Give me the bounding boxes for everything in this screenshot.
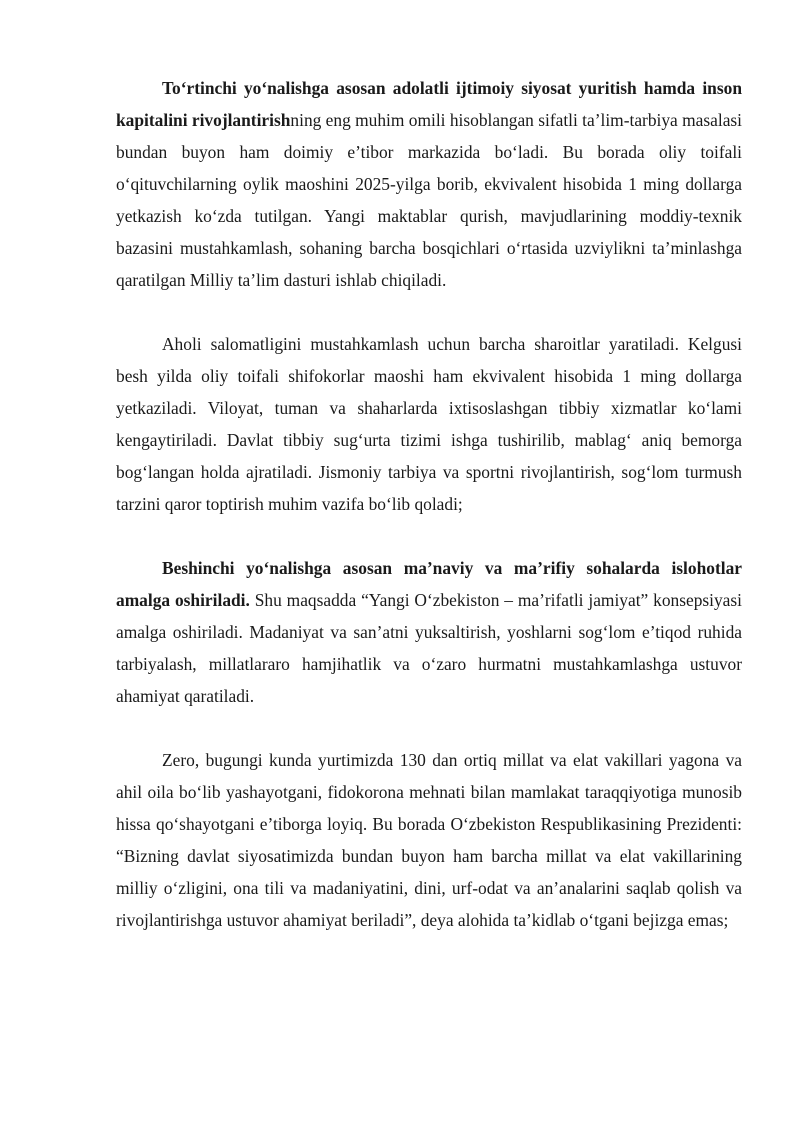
- paragraph-spiritual: [116, 552, 742, 712]
- paragraph-body: Zero, bugungi kunda yurtimizda 130 dan ortiq millat va elat vakillari yagona va ahil oila bo‘lib yashayotgani, fidokorona mehnati bilan mamlakat taraqqiyotiga munosib hissa qo‘shayotgani e’tiborga loyiq. Bu borada O‘zbekiston Respublikasining Prezidenti: “Bizning davlat siyosatimizda bundan buyon ham barcha millat va elat vakillarining milliy o‘zligini, ona tili va madaniyatini, dini, urf-odat va an’analarini saqlab qolish va rivojlantirishga ustuvor ahamiyat beriladi”, deya alohida ta’kidlab o‘tgani bejizga emas;: [116, 750, 742, 930]
- paragraph-nationalities: [116, 744, 742, 936]
- paragraph-body: Aholi salomatligini mustahkamlash uchun barcha sharoitlar yaratiladi. Kelgusi besh yilda oliy toifali shifokorlar maoshi ham ekvivalent hisobida 1 ming dollarga yetkaziladi. Viloyat, tuman va shaharlarda ixtisoslashgan tibbiy xizmatlar ko‘lami kengaytiriladi. Davlat tibbiy sug‘urta tizimi ishga tushirilib, mablag‘ aniq bemorga bog‘langan holda ajratiladi. Jismoniy tarbiya va sportni rivojlantirish, sog‘lom turmush tarzini qaror toptirish muhim vazifa bo‘lib qoladi;: [116, 334, 742, 514]
- paragraph-body: Shu maqsadda “Yangi O‘zbekiston – ma’rifatli jamiyat” konsepsiyasi amalga oshiriladi. Madaniyat va san’atni yuksaltirish, yoshlarni sog‘lom e’tiqod ruhida tarbiyalash, millatlararo hamjihatlik va o‘zaro hurmatni mustahkamlashga ustuvor ahamiyat qaratiladi.: [116, 590, 743, 706]
- paragraph-body: ning eng muhim omili hisoblangan sifatli ta’lim-tarbiya masalasi bundan buyon ham doimiy e’tibor markazida bo‘ladi. Bu borada oliy toifali o‘qituvchilarning oylik maoshini 2025-yilga borib, ekvivalent hisobida 1 ming dollarga yetkazish ko‘zda tutilgan. Yangi maktablar qurish, mavjudlarining moddiy-texnik bazasini mustahkamlash, sohaning barcha bosqichlari o‘rtasida uzviylikni ta’minlashga qaratilgan Milliy ta’lim dasturi ishlab chiqiladi.: [116, 110, 743, 290]
- paragraph-lead-bold: Beshinchi yo‘nalishga asosan ma’naviy va ma’rifiy sohalarda islohotlar amalga oshiriladi.: [116, 558, 742, 610]
- paragraph-education: [116, 72, 742, 296]
- paragraph-lead-bold: To‘rtinchi yo‘nalishga asosan adolatli ijtimoiy siyosat yuritish hamda inson kapitalini rivojlantirish: [116, 78, 742, 130]
- document-page: [116, 72, 742, 936]
- paragraph-health: [116, 328, 742, 520]
